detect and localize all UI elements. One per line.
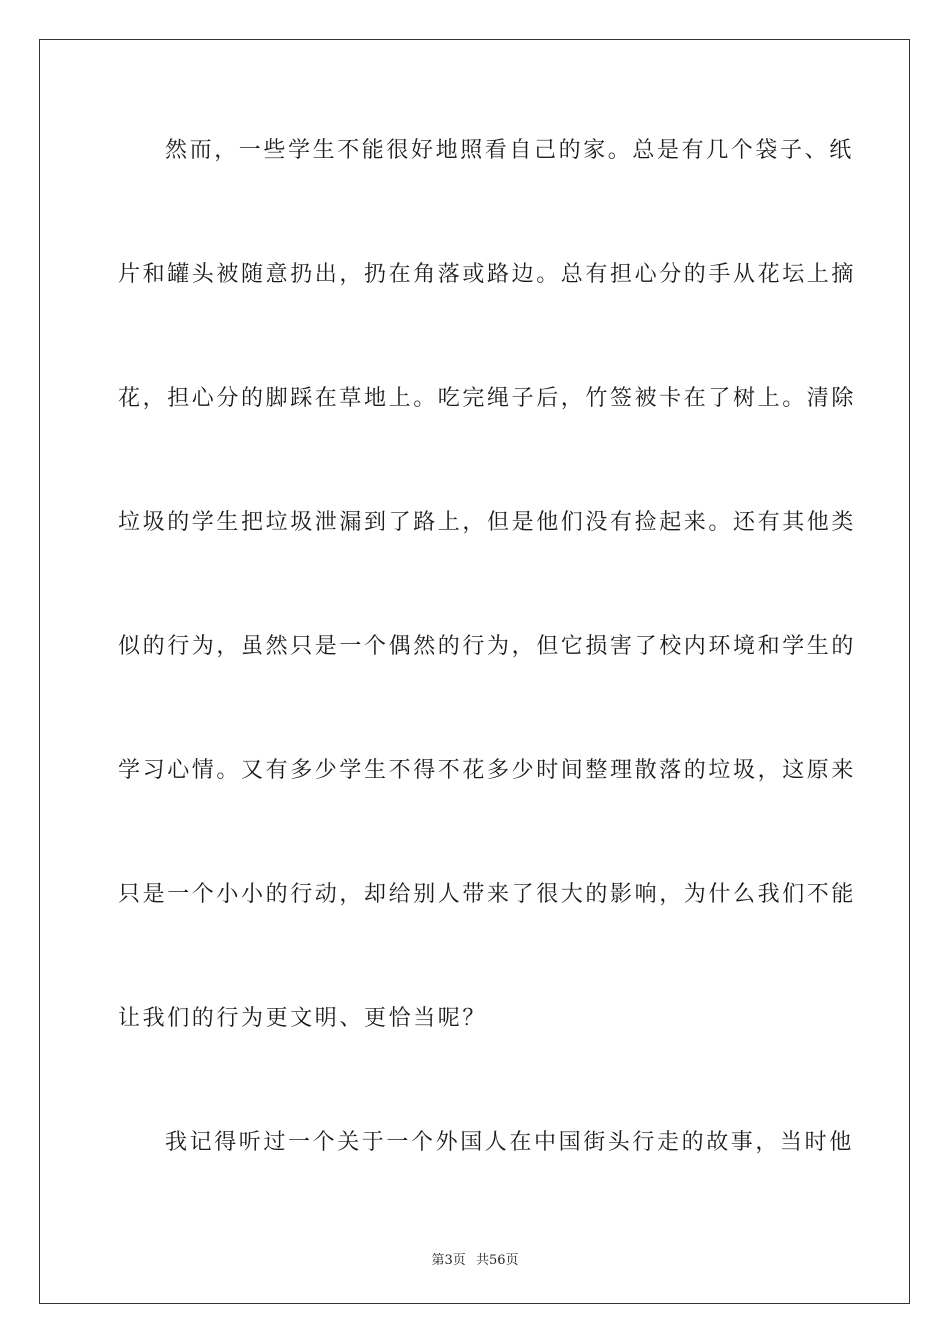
paragraph-1-line-6: 学习心情。又有多少学生不得不花多少时间整理散落的垃圾，这原来: [118, 758, 857, 783]
paragraph-1-line-5: 似的行为，虽然只是一个偶然的行为，但它损害了校内环境和学生的: [118, 634, 857, 659]
page-total: 共56页: [475, 1253, 519, 1268]
paragraph-1-line-7: 只是一个小小的行动，却给别人带来了很大的影响，为什么我们不能: [118, 882, 857, 907]
page-number: 第3页: [431, 1253, 466, 1268]
paragraph-1-line-2: 片和罐头被随意扔出，扔在角落或路边。总有担心分的手从花坛上摘: [118, 262, 857, 287]
paragraph-2-line-1: 我记得听过一个关于一个外国人在中国街头行走的故事，当时他: [165, 1130, 854, 1155]
page-border: [39, 39, 910, 1304]
page-footer: [0, 1249, 950, 1268]
paragraph-1-line-1: 然而，一些学生不能很好地照看自己的家。总是有几个袋子、纸: [165, 138, 854, 163]
paragraph-1-line-4: 垃圾的学生把垃圾泄漏到了路上，但是他们没有捡起来。还有其他类: [118, 510, 857, 535]
paragraph-1-line-3: 花，担心分的脚踩在草地上。吃完绳子后，竹签被卡在了树上。清除: [118, 386, 857, 411]
paragraph-1-line-8: 让我们的行为更文明、更恰当呢？: [118, 1006, 488, 1031]
